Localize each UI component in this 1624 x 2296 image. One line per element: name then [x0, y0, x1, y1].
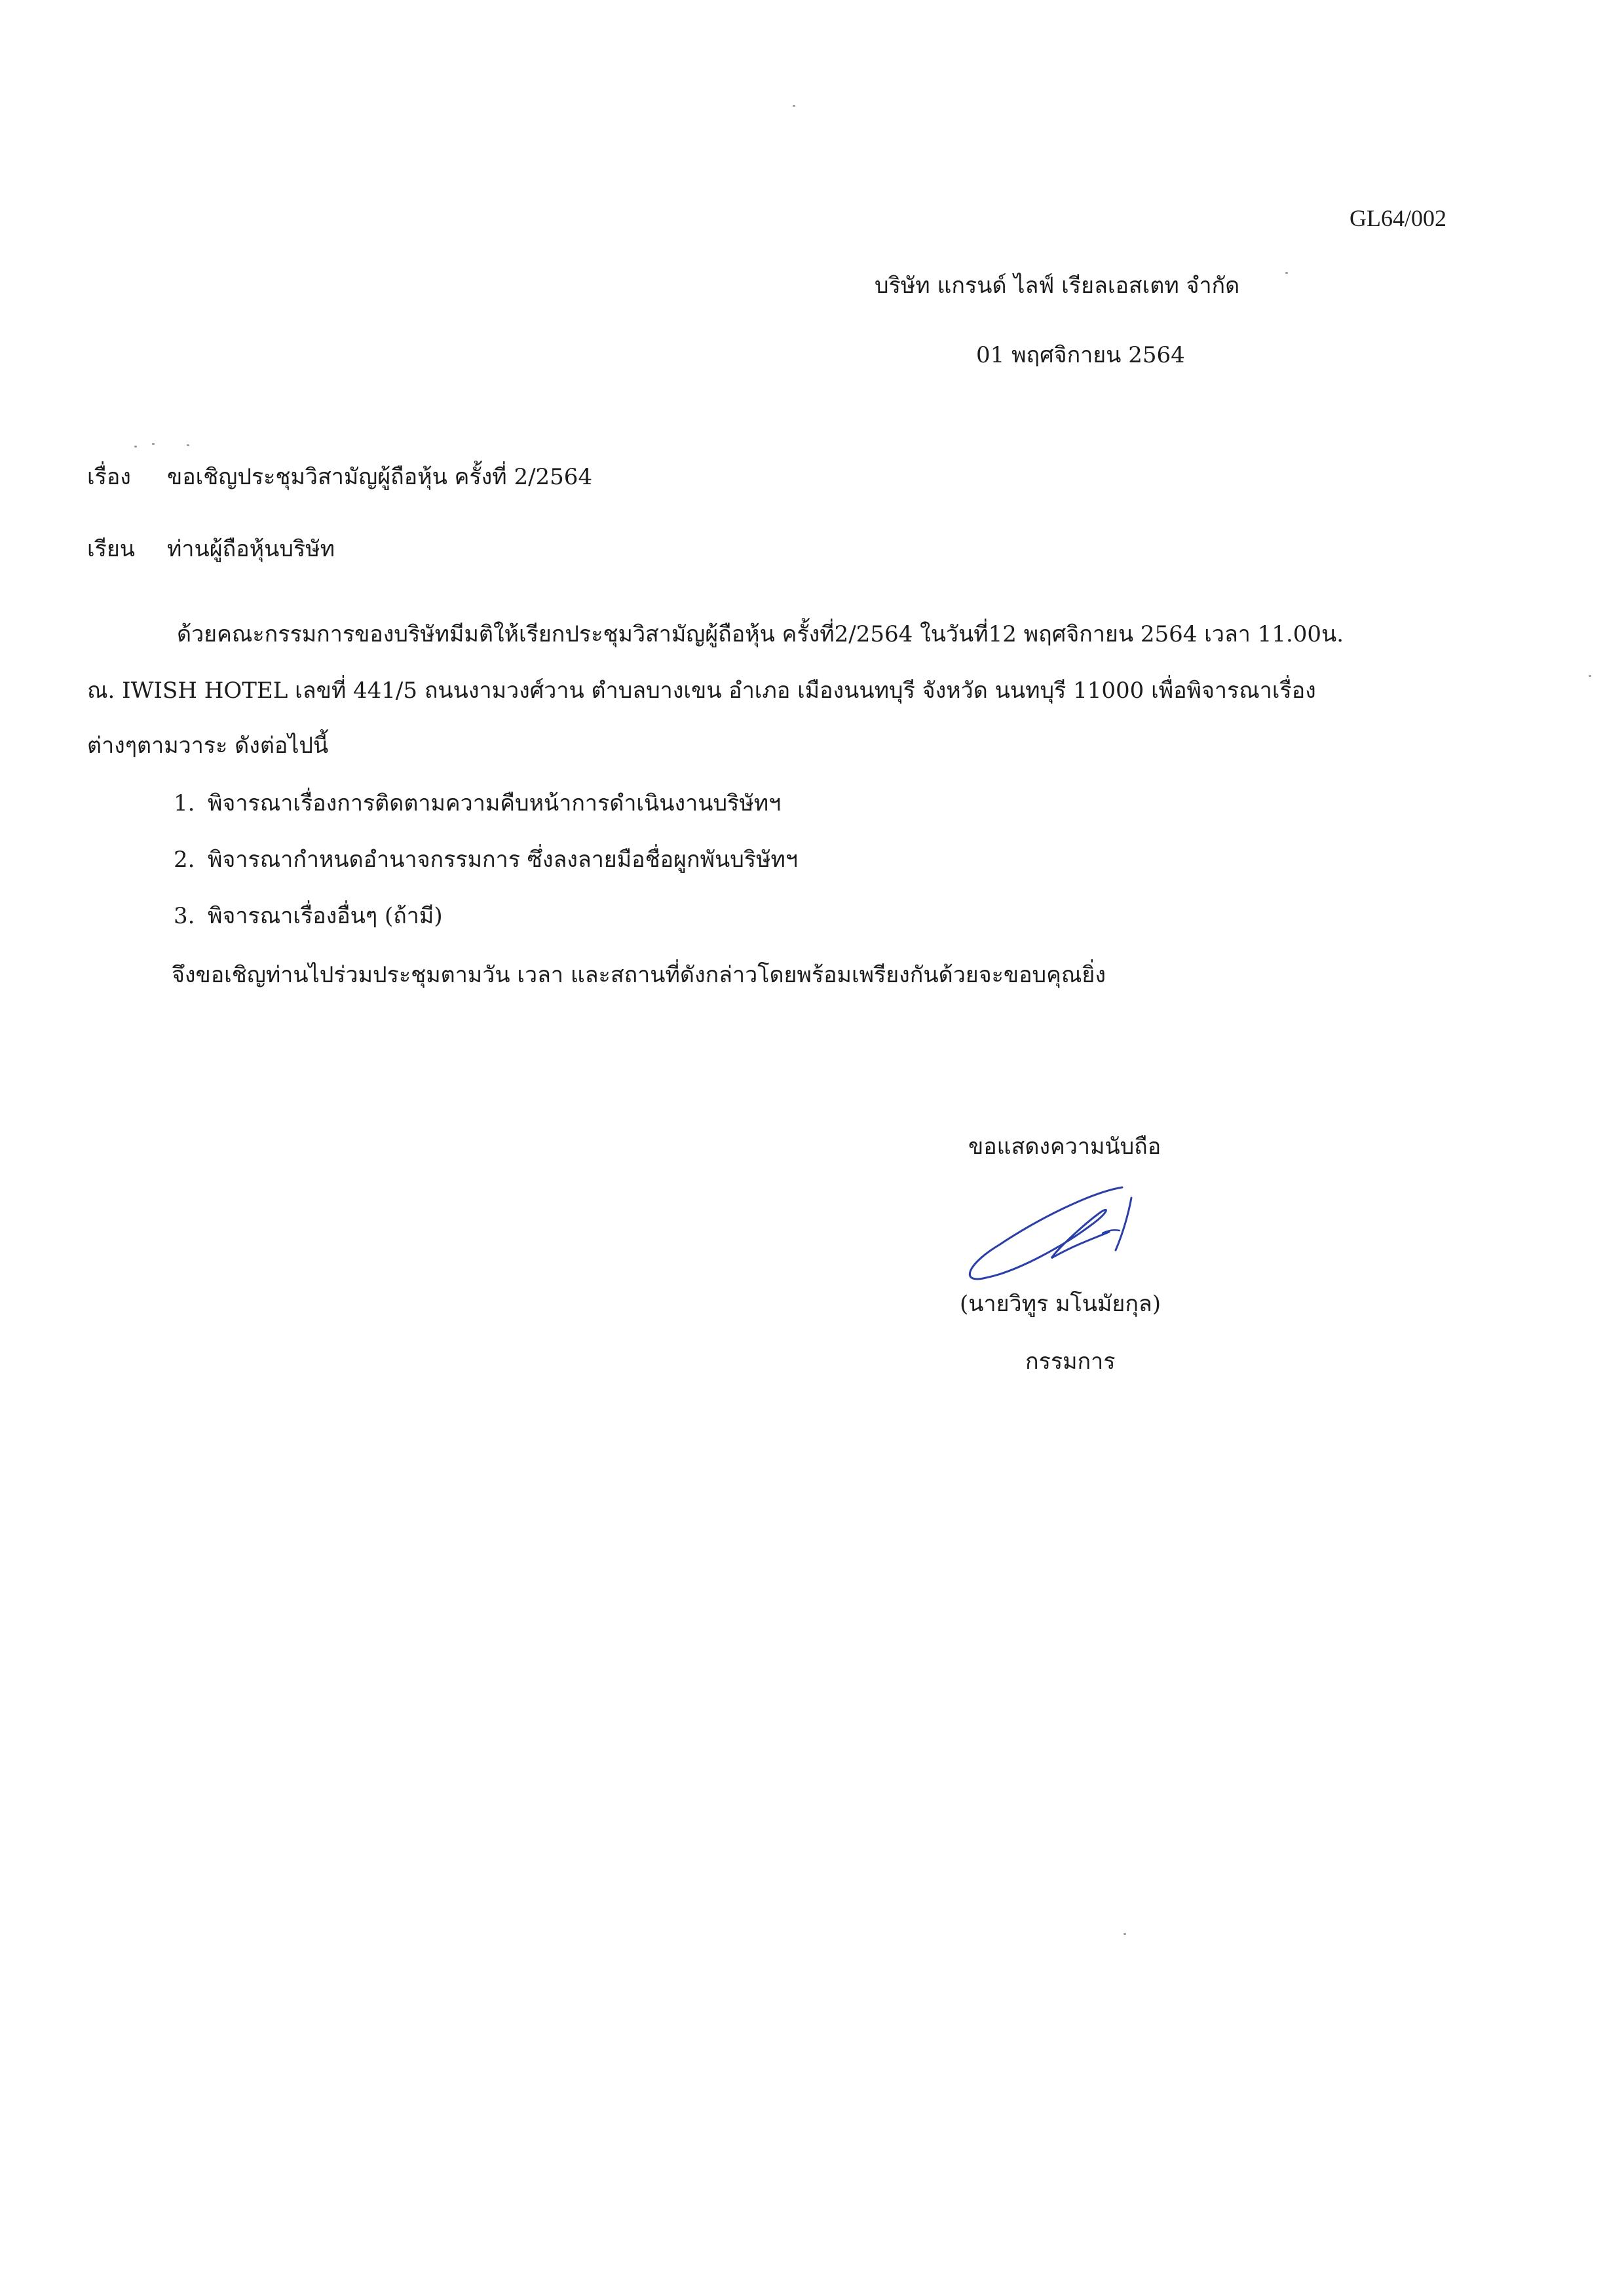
scan-speck	[1124, 1933, 1126, 1935]
agenda-item-number: 3.	[174, 903, 195, 929]
scan-speck	[187, 444, 189, 446]
body-line-2: ณ. IWISH HOTEL เลขที่ 441/5 ถนนงามวงศ์วาน ตำบลบางเขน อำเภอ เมืองนนทบุรี จังหวัด นนทบุรี 11000 เพื่อพิจารณาเรื่อง	[87, 678, 1316, 704]
scan-speck	[1589, 675, 1591, 677]
signer-position: กรรมการ	[1025, 1349, 1116, 1375]
document-date: 01 พฤศจิกายน 2564	[976, 342, 1185, 368]
subject-text: ขอเชิญประชุมวิสามัญผู้ถือหุ้น ครั้งที่ 2/2564	[167, 464, 593, 490]
agenda-item-text: พิจารณาเรื่องการติดตามความคืบหน้าการดำเนินงานบริษัทฯ	[208, 790, 782, 816]
agenda-item	[174, 790, 781, 817]
recipient-label: เรียน	[87, 536, 136, 562]
signature-stroke	[970, 1187, 1122, 1279]
body-line-3: ต่างๆตามวาระ ดังต่อไปนี้	[87, 733, 329, 759]
scan-speck	[793, 105, 795, 107]
recipient-text: ท่านผู้ถือหุ้นบริษัท	[167, 536, 335, 562]
scan-speck	[152, 443, 155, 445]
scan-speck	[134, 446, 137, 448]
agenda-item-text: พิจารณากำหนดอำนาจกรรมการ ซึ่งลงลายมือชื่อผูกพันบริษัทฯ	[208, 847, 798, 873]
agenda-item	[174, 847, 798, 873]
agenda-item-text: พิจารณาเรื่องอื่นๆ (ถ้ามี)	[208, 903, 443, 929]
body-line-1: ด้วยคณะกรรมการของบริษัทมีมติให้เรียกประชุมวิสามัญผู้ถือหุ้น ครั้งที่2/2564 ในวันที่12 พฤศจิกายน 2564 เวลา 11.00น.	[177, 621, 1344, 647]
closing-line: จึงขอเชิญท่านไปร่วมประชุมตามวัน เวลา และสถานที่ดังกล่าวโดยพร้อมเพรียงกันด้วยจะขอบคุณยิ่ง	[172, 962, 1106, 988]
scan-speck	[1285, 272, 1288, 274]
signature-stroke	[1116, 1198, 1131, 1250]
document-number: GL64/002	[1350, 205, 1446, 231]
subject-label: เรื่อง	[87, 464, 131, 490]
signature-mark	[960, 1166, 1163, 1284]
agenda-item-number: 2.	[174, 847, 195, 873]
agenda-item	[174, 903, 443, 930]
signature-stroke	[1103, 1230, 1120, 1233]
signer-name: (นายวิทูร มโนมัยกุล)	[960, 1291, 1161, 1317]
company-name: บริษัท แกรนด์ ไลฟ์ เรียลเอสเตท จำกัด	[875, 273, 1240, 299]
agenda-item-number: 1.	[174, 790, 195, 816]
regards-text: ขอแสดงความนับถือ	[968, 1134, 1161, 1160]
